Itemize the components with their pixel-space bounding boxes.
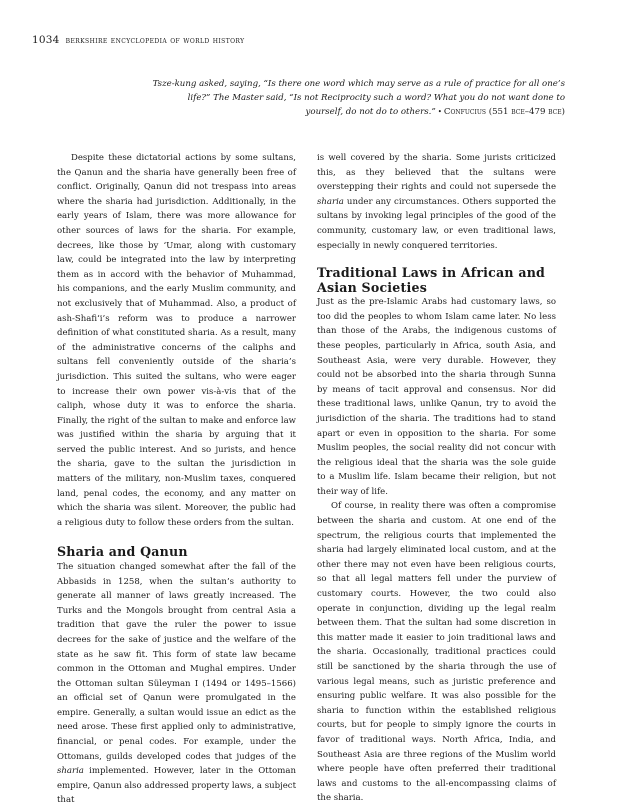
epigraph (150, 77, 565, 119)
body-paragraph: Just as the pre-Islamic Arabs had customary laws, so too did the peoples to whom Islam came later. No less than those of the Arabs, the indigenous customs of these peoples, particularly in Africa, south Asia, and Southeast Asia, were very durable. However, they could not be absorbed into the sharia through Sunna by means of tacit approval and consensus. Nor did these traditional laws, unlike Qanun, try to avoid the jurisdiction of the sharia. The traditions had to stand apart or even in opposition to the sharia. For some Muslim peoples, the social reality did not concur with the religious ideal that the sharia was the sole guide to a Muslim life. Islam became their religion, but not their way of life. (317, 297, 556, 497)
left-column (57, 151, 296, 808)
epigraph-dates: (551 bce–479 bce) (488, 107, 565, 117)
epigraph-quote: Tsze-kung asked, saying, “Is there one word which may serve as a rule of practice for all one’s life?” The Master said, “Is not Reciprocity such a word? What you do not want done to yourself, do not do to others.” (152, 79, 565, 117)
italic-term: sharia (317, 196, 344, 207)
body-paragraph: Despite these dictatorial actions by some sultans, the Qanun and the sharia have generally been free of conflict. Originally, Qanun did not trespass into areas where the sharia had jurisdiction. Additionally, in the early years of Islam, there was more allowance for other sources of laws for the sharia. For example, decrees, like those by ‘Umar, along with customary law, could be integrated into the law by interpreting them as in accord with the behavior of Muhammad, his companions, and the early Muslim community, and not exclusively that of Muhammad. Also, a product of ash-Shafi‘i’s reform was to produce a narrower definition of what constituted sharia. As a result, many of the administrative concerns of the caliphs and sultans fell conveniently outside of the sharia’s jurisdiction. This suited the sultans, who were eager to increase their own power vis-à-vis that of the caliph, whose duty it was to enforce the sharia. Finally, the right of the sultan to make and enforce law was justified within the sharia by arguing that it served the public interest. And so jurists, and hence the sharia, gave to the sultan the jurisdiction in matters of the military, non-Muslim taxes, conquered land, penal codes, the economy, and any matter on which the sharia was silent. Moreover, the public had a religious duty to follow these orders from the sultan. (57, 153, 296, 528)
section-heading: Sharia and Qanun (57, 544, 188, 560)
epigraph-author: Confucius (443, 107, 486, 117)
paragraph-text: implemented. However, later in the Ottoman empire, Qanun also addressed property laws, a subject that (57, 766, 296, 806)
paragraph-text: The situation changed somewhat after the fall of the Abbasids in 1258, when the sultan’s authority to generate all manner of laws greatly increased. The Turks and the Mongols brought from central Asia a tradition that gave the ruler the power to issue decrees for the sake of justice and the welfare of the state as he saw fit. This form of state law became common in the Ottoman and Mughal empires. Under the Ottoman sultan Süleyman I (1494 or 1495–1566) an official set of Qanun were promulgated in the empire. Generally, a sultan would issue an edict as the need arose. These first applied only to administrative, financial, or penal codes. For example, under the Ottomans, guilds developed codes that judges of the (57, 561, 296, 762)
page-number: 1034 (32, 34, 60, 46)
italic-term: sharia (57, 766, 84, 777)
section-heading: Traditional Laws in African and Asian Societies (317, 265, 546, 295)
running-head (32, 34, 245, 46)
bullet-separator: • (437, 108, 442, 116)
publication-title: berkshire encyclopedia of world history (65, 36, 245, 46)
body-paragraph (317, 151, 556, 253)
paragraph-text: under any circumstances. Others supported the sultans by invoking legal principles of the good of the community, customary law, or even traditional laws, especially in newly conquered territories. (317, 196, 556, 251)
right-column (317, 151, 556, 806)
paragraph-text: is well covered by the sharia. Some jurists criticized this, as they believed that the sultans were overstepping their rights and could not supersede the (317, 153, 556, 193)
epigraph-attribution (436, 107, 565, 117)
body-paragraph (57, 560, 296, 808)
body-paragraph: Of course, in reality there was often a compromise between the sharia and custom. At one end of the spectrum, the religious courts that implemented the sharia had largely eliminated local custom, and at the other there may not even have been religious courts, so that all legal matters fell under the purview of customary courts. However, the two could also operate in conjunction, dividing up the legal realm between them. That the sultan had some discretion in this matter made it easier to join traditional laws and the sharia. Occasionally, traditional practices could still be sanctioned by the sharia through the use of various legal means, such as juristic preference and ensuring public welfare. It was also possible for the sharia to function within the established religious courts, but for people to simply ignore the courts in favor of traditional ways. North Africa, India, and Southeast Asia are three regions of the Muslim world where people have often preferred their traditional laws and customs to the all-encompassing claims of the sharia. (317, 501, 556, 804)
